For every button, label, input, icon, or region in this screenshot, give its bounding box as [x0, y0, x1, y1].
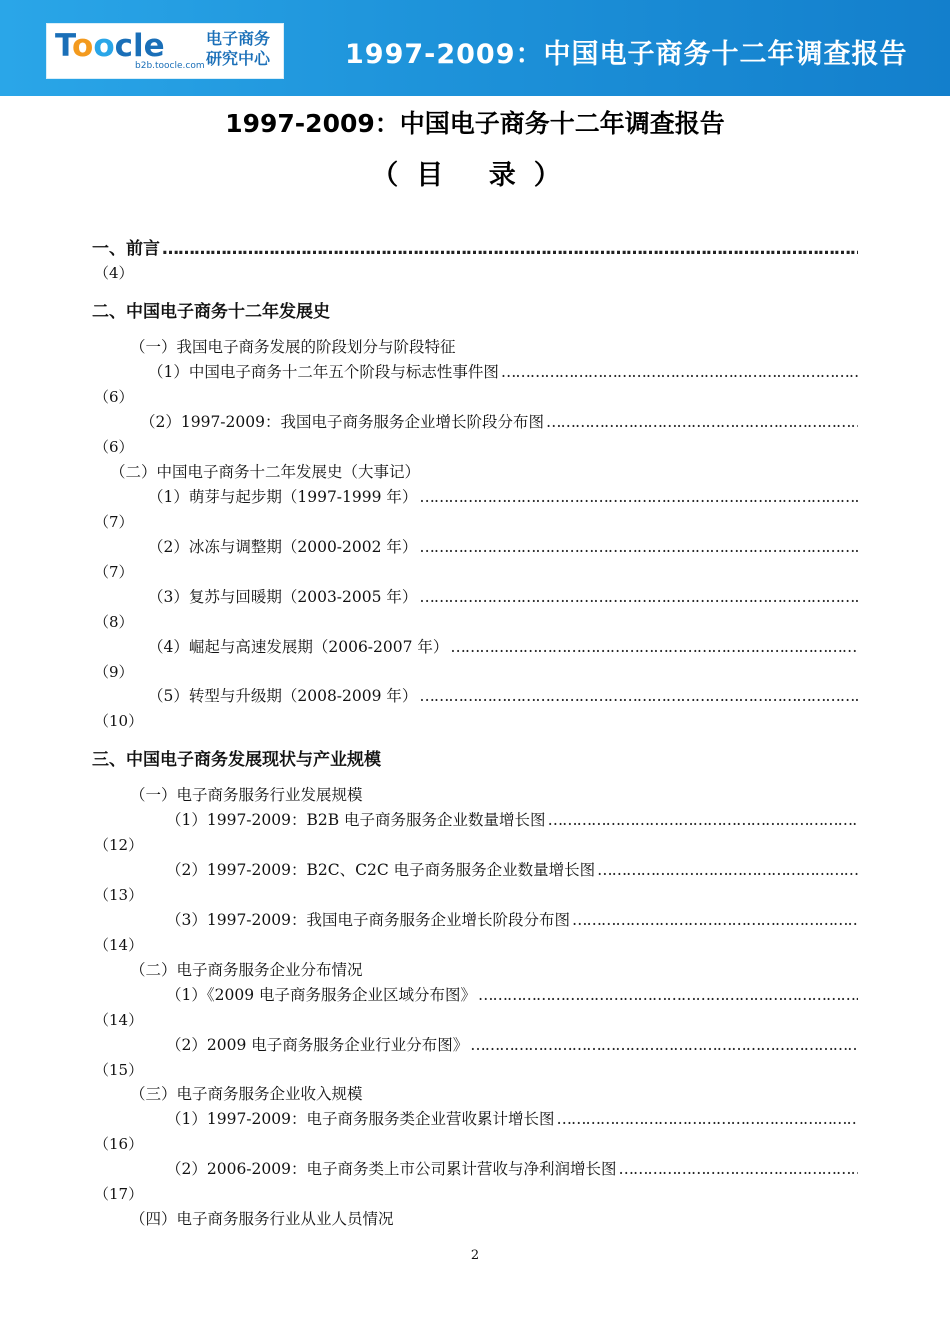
toc-subheading[interactable]: （一）我国电子商务发展的阶段划分与阶段特征: [130, 338, 456, 356]
toc-entry[interactable]: （1）1997-2009：电子商务服务类企业营收累计增长图 ……………………………………………………………………………………………………………………………………………………………………………: [166, 1107, 858, 1129]
toc-entry[interactable]: （2）冰冻与调整期（2000-2002 年） ……………………………………………………………………………………………………………………………………………………………………………: [148, 535, 858, 557]
toc-entry[interactable]: （3）1997-2009：我国电子商务服务企业增长阶段分布图 ……………………………………………………………………………………………………………………………………………………………………………: [166, 908, 858, 930]
toc-entry[interactable]: （5）转型与升级期（2008-2009 年） ……………………………………………………………………………………………………………………………………………………………………………: [148, 684, 858, 706]
toc-entry[interactable]: （1）中国电子商务十二年五个阶段与标志性事件图 ……………………………………………………………………………………………………………………………………………………………………………: [148, 360, 858, 382]
document-title: 1997-2009：中国电子商务十二年调查报告: [225, 109, 725, 138]
toc-page-number: （10）: [94, 712, 144, 730]
toc-page-number: （14）: [94, 1011, 144, 1029]
toc-heading[interactable]: 三、中国电子商务发展现状与产业规模: [92, 750, 381, 770]
toocle-logo[interactable]: [46, 23, 284, 79]
leader-dots: [417, 588, 858, 606]
toc-entry[interactable]: （1）1997-2009：B2B 电子商务服务企业数量增长图 ……………………………………………………………………………………………………………………………………………………………………………: [166, 808, 858, 830]
toc-entry[interactable]: （1）萌芽与起步期（1997-1999 年） ……………………………………………………………………………………………………………………………………………………………………………: [148, 485, 858, 507]
toc-page-number: （8）: [94, 613, 134, 631]
leader-dots: [476, 986, 858, 1004]
toc-entry[interactable]: 一、前言 ……………………………………………………………………………………………………………………………………………………………………………: [92, 234, 858, 259]
banner-title: 1997-2009：中国电子商务十二年调查报告: [345, 39, 908, 70]
toc-page-number: （17）: [94, 1185, 144, 1203]
toc-subheading[interactable]: （二）电子商务服务企业分布情况: [130, 961, 363, 979]
leader-dots: [417, 488, 858, 506]
toc-page-number: （13）: [94, 886, 144, 904]
leader-dots: [617, 1160, 859, 1178]
leader-dots: [570, 911, 858, 929]
toc-page-number: （7）: [94, 513, 134, 531]
toc-subheading[interactable]: （四）电子商务服务行业从业人员情况: [130, 1210, 394, 1228]
logo-chinese-name: 电子商务研究中心: [206, 29, 271, 68]
leader-dots: [448, 638, 858, 656]
leader-dots: [595, 861, 858, 879]
toc-entry[interactable]: （2）2006-2009：电子商务类上市公司累计营收与净利润增长图 ……………………………………………………………………………………………………………………………………………………………………………: [166, 1157, 858, 1179]
toc-heading[interactable]: 二、中国电子商务十二年发展史: [92, 302, 330, 322]
toc-page-number: （6）: [94, 388, 134, 406]
leader-dots: [546, 811, 858, 829]
toc-page-number: （16）: [94, 1135, 144, 1153]
leader-dots: [468, 1036, 858, 1054]
leader-dots: [417, 687, 858, 705]
toc-page-number: （15）: [94, 1061, 144, 1079]
header-banner: [0, 0, 950, 96]
toc-entry[interactable]: （2）1997-2009：B2C、C2C 电子商务服务企业数量增长图 ……………………………………………………………………………………………………………………………………………………………………………: [166, 858, 858, 880]
toc-subheading[interactable]: （一）电子商务服务行业发展规模: [130, 786, 363, 804]
document-subtitle: （目 录）: [371, 160, 579, 191]
toc-subheading[interactable]: （二）中国电子商务十二年发展史（大事记）: [110, 463, 421, 481]
toc-entry[interactable]: （1）《2009 电子商务服务企业区域分布图》 ……………………………………………………………………………………………………………………………………………………………………………: [166, 983, 858, 1005]
toc-page-number: （4）: [94, 264, 134, 282]
toc-entry[interactable]: （3）复苏与回暖期（2003-2005 年） ……………………………………………………………………………………………………………………………………………………………………………: [148, 585, 858, 607]
toc-page-number: （9）: [94, 663, 134, 681]
toc-entry[interactable]: （2）1997-2009：我国电子商务服务企业增长阶段分布图 ……………………………………………………………………………………………………………………………………………………………………………: [140, 410, 858, 432]
toc-subheading[interactable]: （三）电子商务服务企业收入规模: [130, 1085, 363, 1103]
toc-page-number: （7）: [94, 563, 134, 581]
toc-entry[interactable]: （4）崛起与高速发展期（2006-2007 年） ……………………………………………………………………………………………………………………………………………………………………………: [148, 635, 858, 657]
toc-entry[interactable]: （2）2009 电子商务服务企业行业分布图》 ……………………………………………………………………………………………………………………………………………………………………………: [166, 1033, 858, 1055]
toc-page-number: （14）: [94, 936, 144, 954]
leader-dots: [417, 538, 858, 556]
leader-dots: [160, 239, 858, 259]
page-number: 2: [470, 1248, 480, 1263]
toc-page-number: （12）: [94, 836, 144, 854]
logo-wordmark: Toocle: [55, 28, 165, 64]
leader-dots: [499, 363, 858, 381]
logo-url: b2b.toocle.com: [135, 61, 205, 71]
leader-dots: [555, 1110, 859, 1128]
leader-dots: [544, 413, 858, 431]
toc-page-number: （6）: [94, 438, 134, 456]
